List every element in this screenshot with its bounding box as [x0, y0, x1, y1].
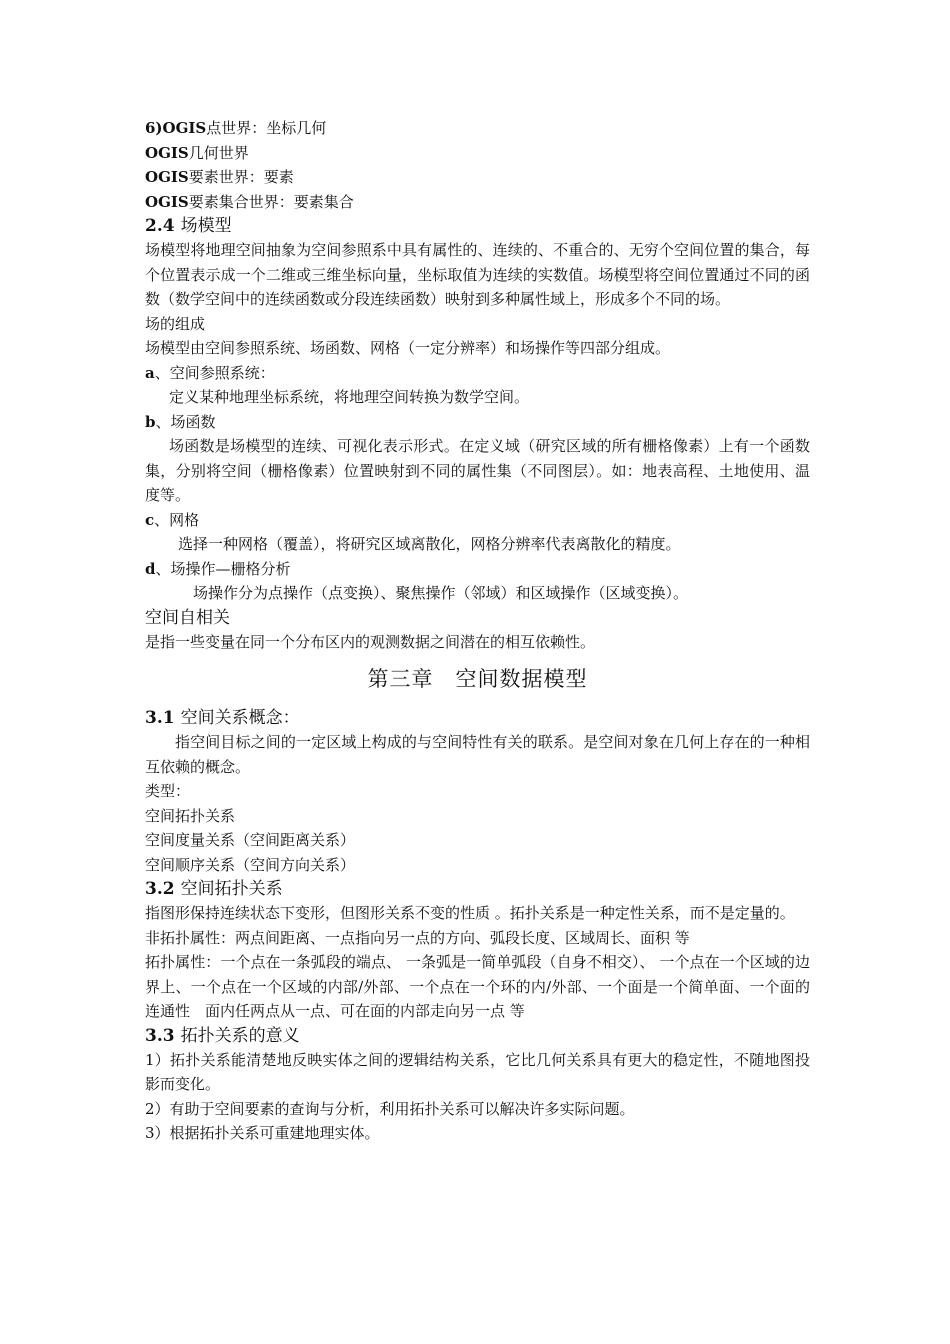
- significance-item-2: 2）有助于空间要素的查询与分析，利用拓扑关系可以解决许多实际问题。: [145, 1099, 635, 1118]
- item-title: 、场函数: [155, 412, 216, 431]
- type-item-1: 空间拓扑关系: [145, 806, 236, 825]
- section-title: 拓扑关系的意义: [180, 1025, 300, 1046]
- autocorrelation-heading: 空间自相关: [145, 607, 230, 628]
- item-title: 、空间参照系统：: [154, 363, 275, 382]
- section-heading-2-4: [145, 214, 810, 238]
- section-title: 空间关系概念：: [180, 708, 300, 728]
- item-d-title: [145, 557, 810, 582]
- ogis-line-1: [145, 116, 810, 141]
- ogis-text: 点世界：坐标几何: [206, 119, 327, 137]
- item-title: 、网格: [154, 510, 200, 529]
- types-label: 类型：: [145, 782, 191, 800]
- section-title: 场模型: [180, 216, 232, 236]
- section-number: 2.4: [145, 216, 175, 236]
- item-label: d: [145, 559, 156, 578]
- item-c-title: [145, 508, 810, 533]
- significance-item-3: 3）根据拓扑关系可重建地理实体。: [145, 1124, 380, 1142]
- item-label: c: [145, 510, 155, 529]
- ogis-text: 要素世界：要素: [188, 168, 294, 186]
- chapter-title: 第三章 空间数据模型: [367, 667, 588, 691]
- item-c-text: 选择一种网格（覆盖），将研究区域离散化，网格分辨率代表离散化的精度。: [178, 535, 681, 553]
- spatial-relation-paragraph: 指空间目标之间的一定区域上构成的与空间特性有关的联系。是空间对象在几何上存在的一种相互依赖的概念。: [145, 733, 810, 776]
- item-title: 、场操作—栅格分析: [155, 559, 291, 578]
- field-composition-text: 场模型由空间参照系统、场函数、网格（一定分辨率）和场操作等四部分组成。: [145, 339, 671, 357]
- field-model-paragraph: 场模型将地理空间抽象为空间参照系中具有属性的、连续的、不重合的、无穷个空间位置的集合，每个位置表示成一个二维或三维坐标向量，坐标取值为连续的实数值。场模型将空间位置通过不同的函数（数学空间中的连续函数或分段连续函数）映射到多种属性域上，形成多个不同的场。: [145, 241, 810, 308]
- section-number: 3.1: [145, 708, 175, 728]
- ogis-label: OGIS: [145, 192, 189, 211]
- ogis-label: OGIS: [145, 143, 189, 162]
- section-heading-3-1: [145, 706, 810, 730]
- ogis-label: OGIS: [145, 168, 189, 186]
- type-item-3: 空间顺序关系（空间方向关系）: [145, 855, 356, 874]
- item-d-text: 场操作分为点操作（点变换）、聚焦操作（邻域）和区域操作（区域变换）。: [193, 584, 689, 602]
- ogis-line-3: [145, 165, 810, 190]
- field-composition-title: 场的组成: [145, 314, 206, 333]
- section-title: 空间拓扑关系: [180, 879, 283, 899]
- item-a-text: 定义某种地理坐标系统，将地理空间转换为数学空间。: [169, 388, 530, 406]
- type-item-2: 空间度量关系（空间距离关系）: [145, 831, 356, 849]
- item-b-title: [145, 410, 810, 435]
- ogis-label: 6)OGIS: [145, 119, 207, 137]
- topology-attributes: 拓扑属性：一个点在一条弧段的端点、 一条弧是一简单弧段（自身不相交）、 一个点在一个区域的边界上、一个点在一个区域的内部/外部、一个点在一个环的内/外部、一个面是一个简单面、一个面的连通性 面内任两点从一点、可在面的内部走向另一点 等: [145, 953, 810, 1020]
- section-heading-3-3: [145, 1024, 810, 1048]
- ogis-text: 几何世界: [188, 143, 249, 162]
- item-a-title: [145, 361, 810, 386]
- item-b-text: 场函数是场模型的连续、可视化表示形式。在定义域（研究区域的所有栅格像素）上有一个函数集，分别将空间（栅格像素）位置映射到不同的属性集（不同图层）。如：地表高程、土地使用、温度等。: [145, 437, 810, 504]
- section-number: 3.3: [145, 1025, 175, 1046]
- ogis-line-4: [145, 190, 810, 215]
- section-heading-3-2: [145, 877, 810, 901]
- section-number: 3.2: [145, 879, 175, 899]
- item-label: a: [145, 363, 155, 382]
- ogis-line-2: [145, 141, 810, 166]
- item-label: b: [145, 412, 156, 431]
- non-topology-attributes: 非拓扑属性：两点间距离、一点指向另一点的方向、弧段长度、区域周长、面积 等: [145, 928, 690, 947]
- topology-paragraph: 指图形保持连续状态下变形，但图形关系不变的性质 。拓扑关系是一种定性关系，而不是定量的。: [145, 904, 795, 922]
- ogis-text: 要素集合世界：要素集合: [188, 192, 354, 211]
- document-page: [145, 116, 810, 1146]
- significance-item-1: 1）拓扑关系能清楚地反映实体之间的逻辑结构关系，它比几何关系具有更大的稳定性，不随地图投影而变化。: [145, 1050, 810, 1093]
- autocorrelation-text: 是指一些变量在同一个分布区内的观测数据之间潜在的相互依赖性。: [145, 632, 596, 651]
